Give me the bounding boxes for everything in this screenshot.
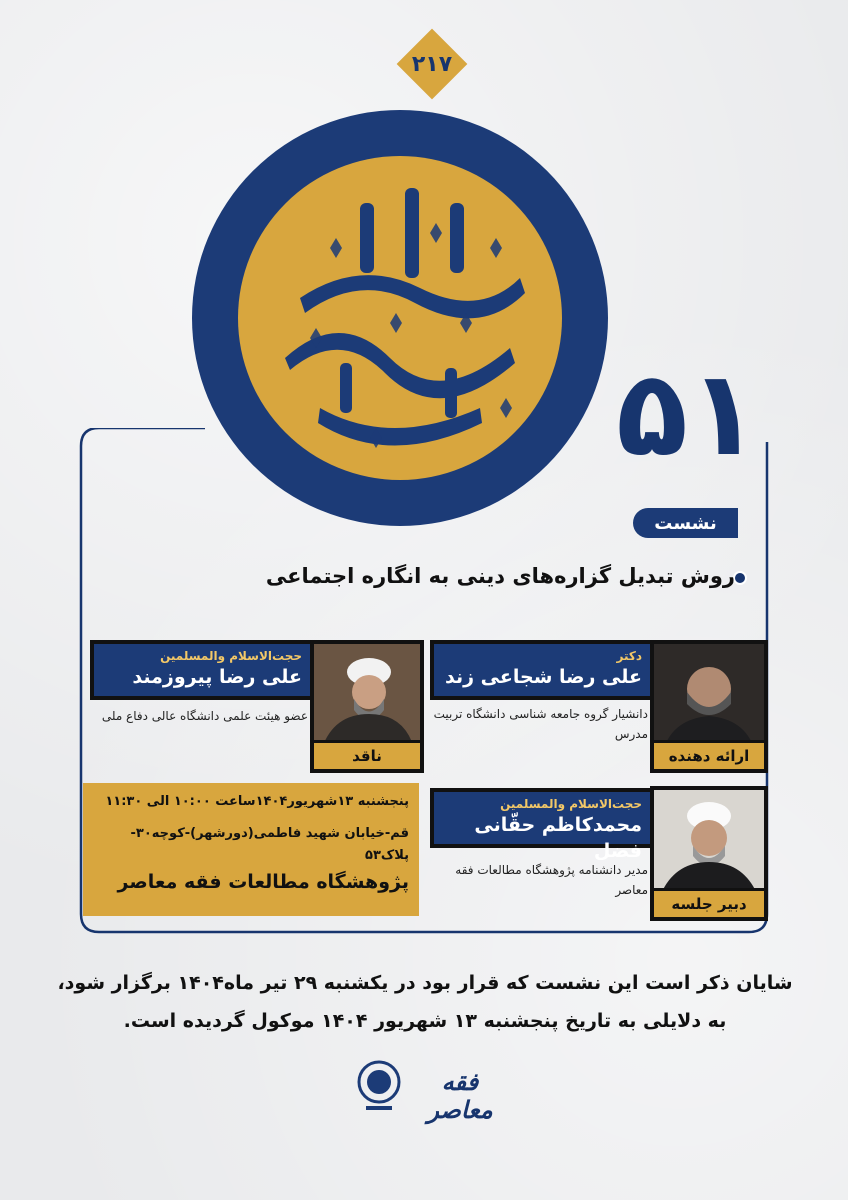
speaker-photo: [650, 786, 768, 921]
speaker-role: ناقد: [314, 740, 420, 769]
session-title: روش تبدیل گزاره‌های دینی به انگاره اجتماعی: [265, 564, 735, 588]
speaker-photo: [310, 640, 424, 773]
speaker-description: مدیر دانشنامه پژوهشگاه مطالعات فقه معاصر: [455, 863, 648, 897]
speaker-description: دانشیار گروه جامعه شناسی دانشگاه تربیت مدرس: [433, 707, 648, 741]
institute-seal-icon: [356, 1058, 402, 1118]
event-address: قم-خیابان شهید فاطمی(دورشهر)-کوچه۳۰-پلاک۵۳: [130, 826, 409, 863]
event-datetime: پنجشنبه ۱۳شهریور۱۴۰۴ساعت ۱۰:۰۰ الی ۱۱:۳۰: [105, 794, 409, 809]
portrait-icon: [314, 644, 420, 748]
session-number: ۵۱: [615, 344, 761, 482]
event-organization: پژوهشگاه مطالعات فقه معاصر: [117, 871, 409, 893]
speaker-role: ارائه دهنده: [654, 740, 764, 769]
speaker-name: علی رضا شجاعی زند: [445, 666, 642, 688]
notice-line-2: به دلایلی به تاریخ پنجشنبه ۱۳ شهریور ۱۴۰۴ موکول گردیده است.: [123, 1010, 727, 1032]
speaker-description: عضو هیئت علمی دانشگاه عالی دفاع ملی: [101, 709, 308, 723]
speaker-title: دکتر: [616, 649, 642, 663]
session-label: نشست: [633, 508, 738, 538]
title-bullet: [733, 571, 747, 585]
portrait-icon: [654, 790, 764, 896]
speaker-name-box: [430, 788, 656, 862]
speaker-photo: [650, 640, 768, 773]
speaker-name: علی رضا پیروزمند: [132, 666, 302, 688]
speaker-title: حجت‌الاسلام والمسلمین: [160, 649, 302, 663]
speaker-name-box: [430, 640, 656, 700]
portrait-icon: [654, 644, 764, 748]
footer-logo-text: فقه معاصر: [427, 1068, 493, 1124]
badge-number: ۲۱۷: [411, 51, 453, 77]
speaker-name-box: [90, 640, 316, 700]
badge-diamond: [396, 28, 468, 100]
speaker-role: دبیر جلسه: [654, 888, 764, 917]
notice-line-1: شایان ذکر است این نشست که قرار بود در یکشنبه ۲۹ تیر ماه۱۴۰۴ برگزار شود،: [57, 972, 793, 994]
event-info-box: [83, 783, 419, 916]
speaker-title: حجت‌الاسلام والمسلمین: [500, 797, 642, 811]
series-emblem: [190, 108, 610, 528]
postponement-notice: [40, 964, 810, 1044]
speaker-name: محمدکاظم حقّانی فضل: [474, 814, 642, 862]
